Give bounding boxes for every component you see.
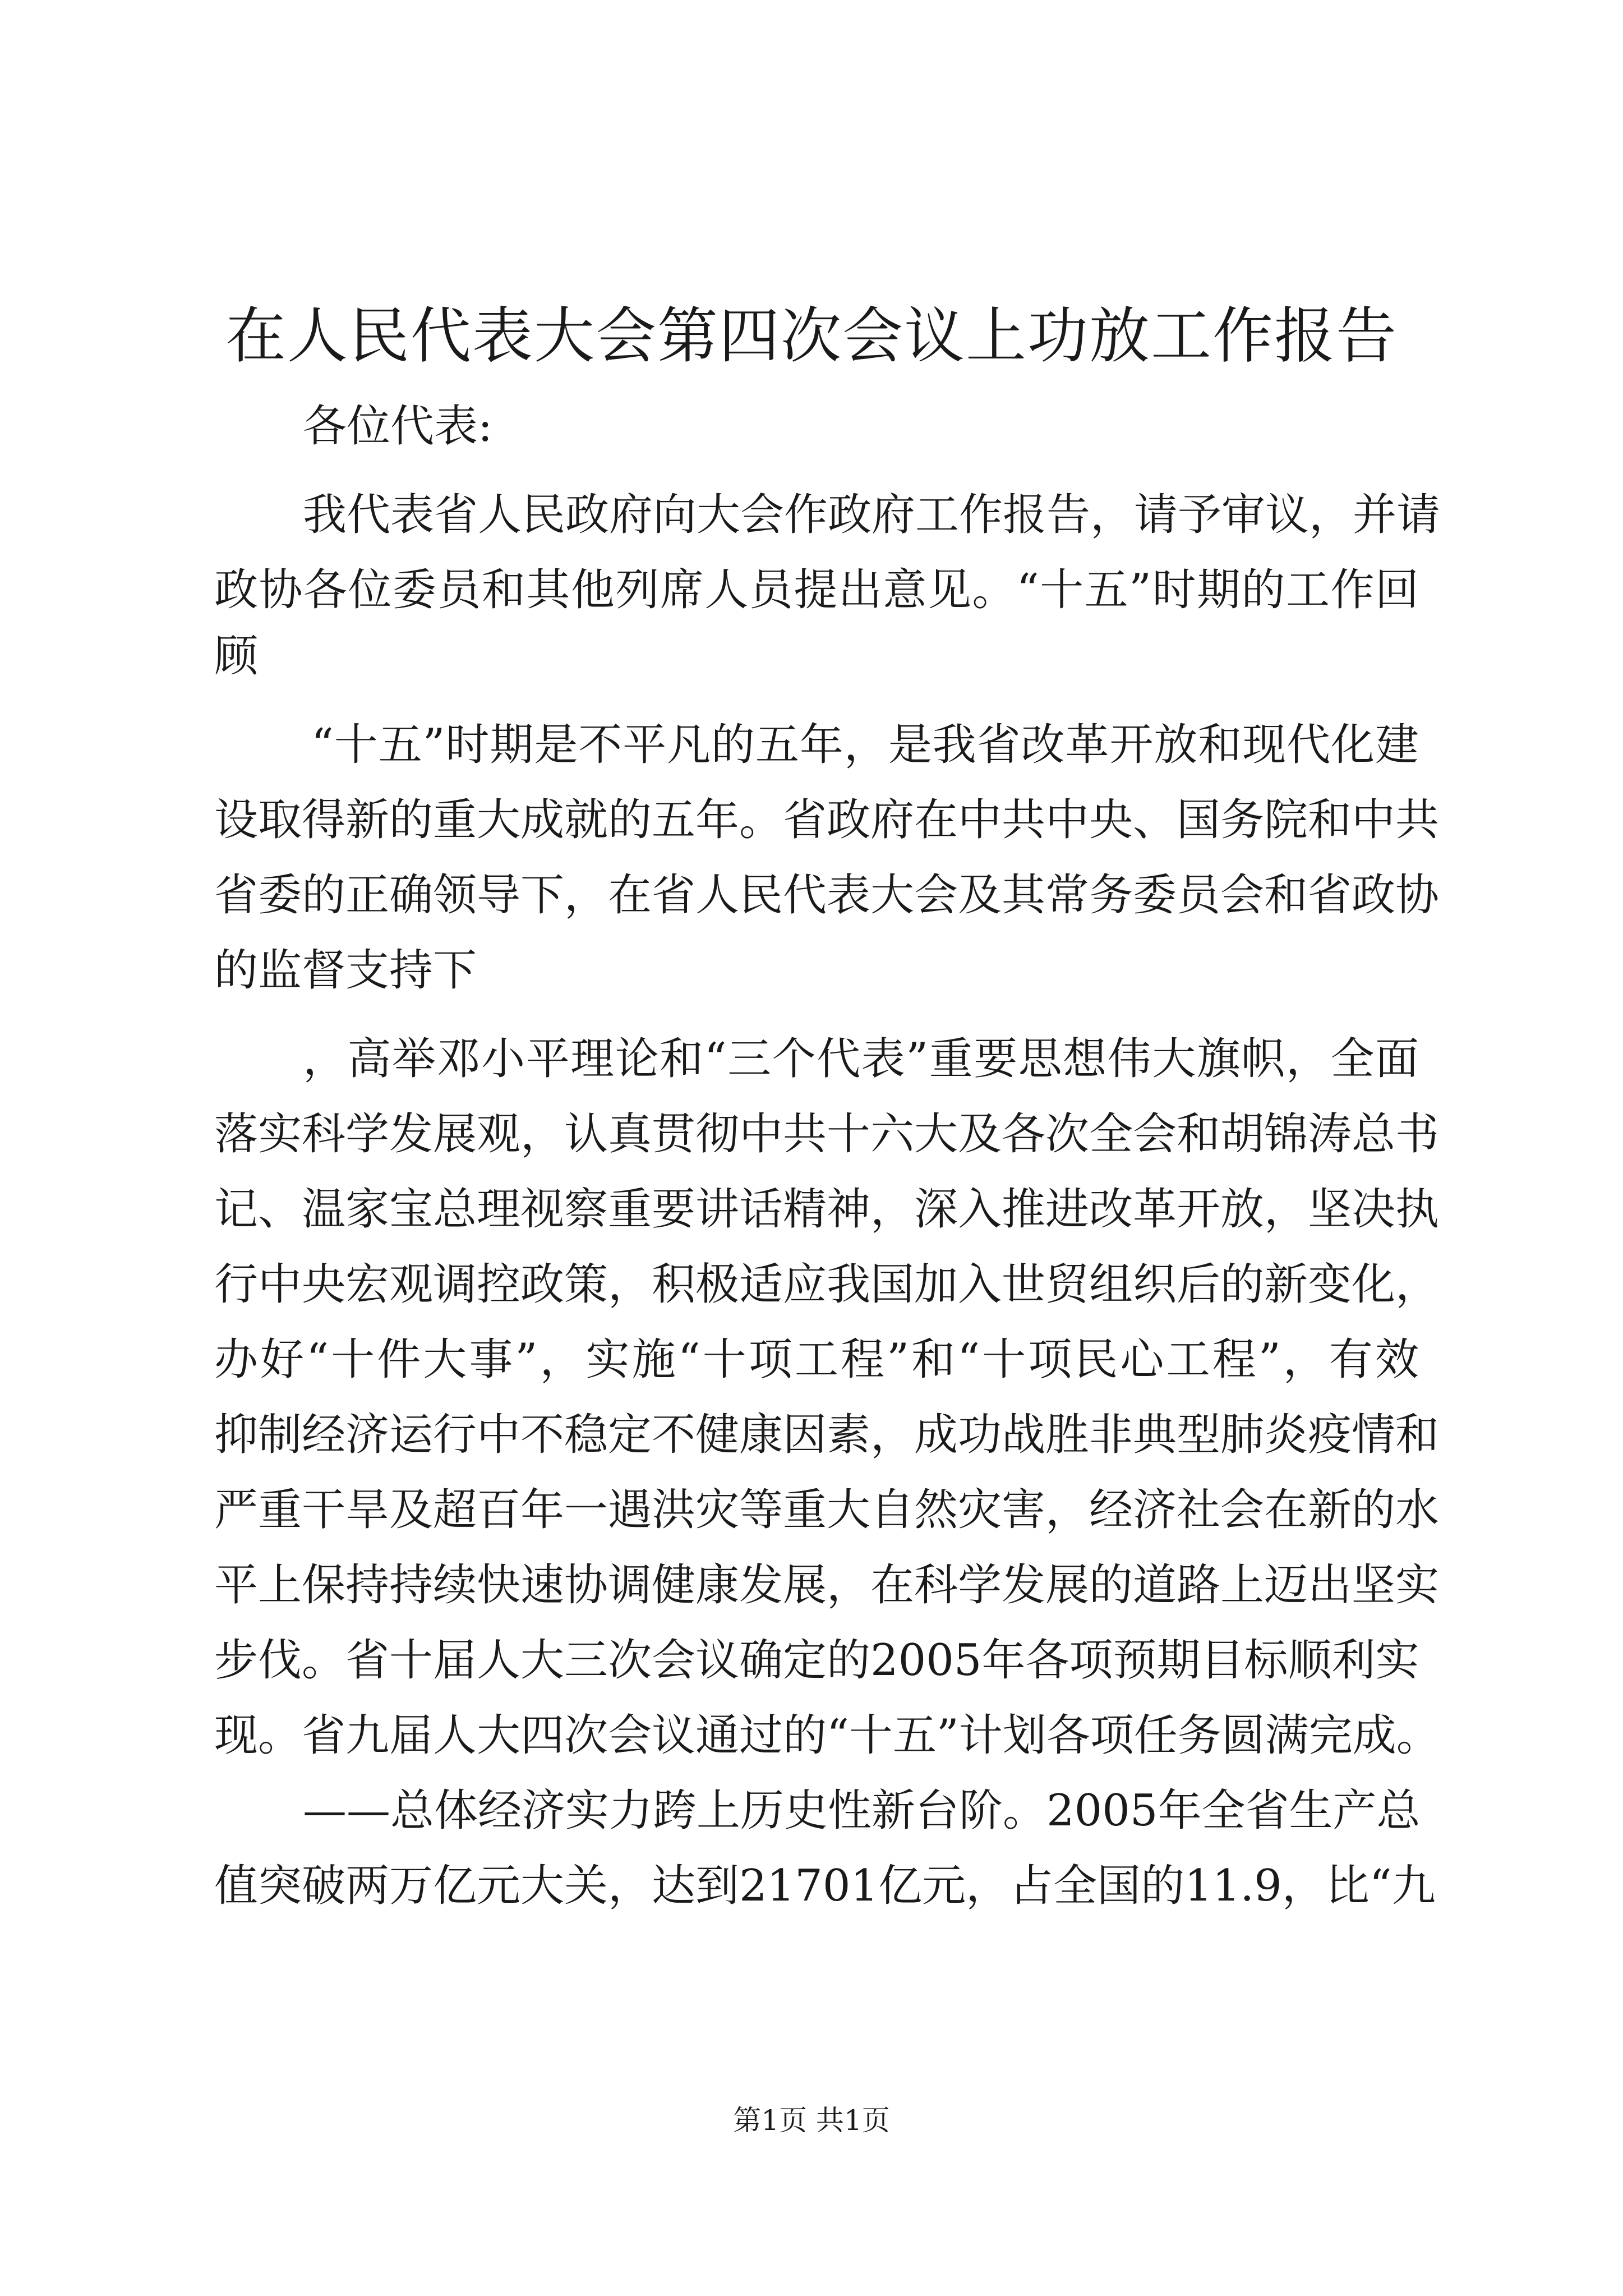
salutation: 各位代表: [303, 401, 493, 452]
body-line: 落实科学发展观，认真贯彻中共十六大及各次全会和胡锦涛总书 [214, 1109, 1440, 1159]
document-title: 在人民代表大会第四次会议上功放工作报告 [225, 301, 1398, 371]
body-line: 平上保持持续快速协调健康发展，在科学发展的道路上迈出坚实 [214, 1560, 1440, 1611]
body-line: 办好“十件大事”，实施“十项工程”和“十项民心工程”，有效 [214, 1335, 1419, 1385]
body-line: ——总体经济实力跨上历史性新台阶。2005年全省生产总 [303, 1786, 1421, 1836]
body-line: 步伐。省十届人大三次会议确定的2005年各项预期目标顺利实 [214, 1635, 1419, 1686]
body-line: 严重干旱及超百年一遇洪灾等重大自然灾害，经济社会在新的水 [214, 1485, 1440, 1535]
body-line: 政协各位委员和其他列席人员提出意见。“十五”时期的工作回 [214, 565, 1419, 615]
page-footer: 第1页 共1页 [733, 2104, 890, 2137]
body-line: ，高举邓小平理论和“三个代表”重要思想伟大旗帜，全面 [303, 1034, 1419, 1084]
body-line: 设取得新的重大成就的五年。省政府在中共中央、国务院和中共 [214, 795, 1440, 845]
body-line: “十五”时期是不平凡的五年，是我省改革开放和现代化建 [311, 720, 1419, 770]
body-line: 记、温家宝总理视察重要讲话精神，深入推进改革开放，坚决执 [214, 1184, 1440, 1235]
body-line: 省委的正确领导下，在省人民代表大会及其常务委员会和省政协 [214, 870, 1440, 921]
body-line: 值突破两万亿元大关，达到21701亿元，占全国的11.9，比“九 [214, 1861, 1436, 1911]
body-line: 的监督支持下 [214, 945, 477, 996]
body-line: 顾 [214, 631, 259, 682]
body-line: 抑制经济运行中不稳定不健康因素，成功战胜非典型肺炎疫情和 [214, 1410, 1440, 1460]
body-line: 我代表省人民政府向大会作政府工作报告，请予审议，并请 [303, 490, 1441, 540]
body-line: 现。省九届人大四次会议通过的“十五”计划各项任务圆满完成。 [214, 1710, 1440, 1761]
body-line: 行中央宏观调控政策，积极适应我国加入世贸组织后的新变化， [214, 1259, 1440, 1310]
